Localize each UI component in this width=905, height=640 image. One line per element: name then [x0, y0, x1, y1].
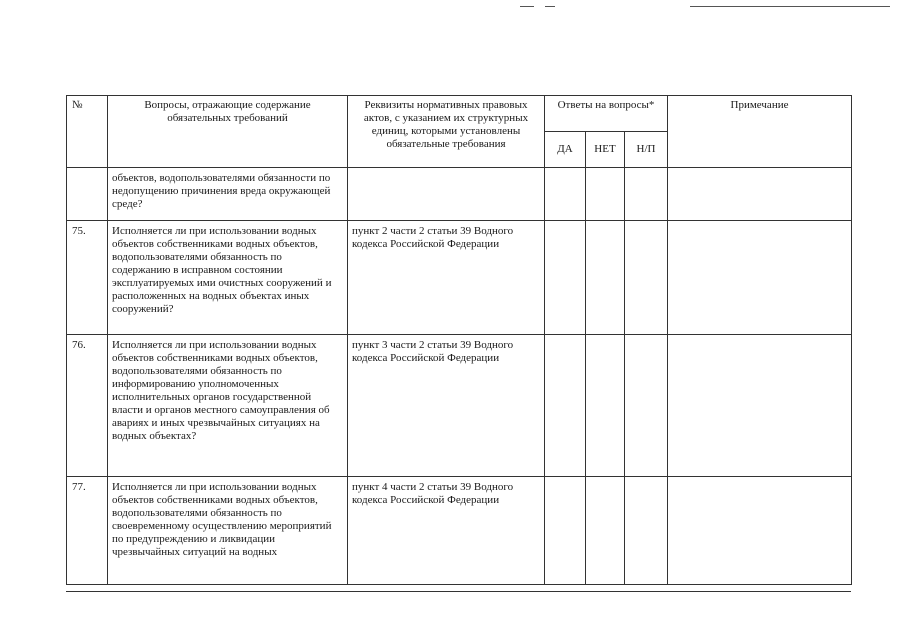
row-question: объектов, водопользователями обязанности по недопущению причинения вреда окружающей среде? [108, 168, 348, 221]
header-no: НЕТ [586, 132, 625, 168]
answer-yes-cell[interactable] [545, 168, 586, 221]
answer-no-cell[interactable] [586, 477, 625, 585]
row-question: Исполняется ли при использовании водных объектов собственниками водных объектов, водопользователями обязанность по своевременному осуществлению мероприятий по предупреждению и ликвидации чрезвычайных ситуаций на водных [108, 477, 348, 585]
header-yes: ДА [545, 132, 586, 168]
header-answers: Ответы на вопросы* [545, 96, 668, 132]
answer-na-cell[interactable] [625, 477, 668, 585]
note-cell[interactable] [668, 221, 852, 335]
answer-no-cell[interactable] [586, 168, 625, 221]
table-row [67, 221, 852, 335]
row-question: Исполняется ли при использовании водных объектов собственниками водных объектов, водопользователями обязанность по содержанию в исправном состоянии эксплуатируемых ими очистных сооружений и расположенных на водных объектах иных сооружений? [108, 221, 348, 335]
scan-mark [690, 6, 890, 7]
answer-no-cell[interactable] [586, 335, 625, 477]
row-act: пункт 2 части 2 статьи 39 Водного кодекса Российской Федерации [348, 221, 545, 335]
answer-yes-cell[interactable] [545, 335, 586, 477]
note-cell[interactable] [668, 335, 852, 477]
row-act: пункт 4 части 2 статьи 39 Водного кодекса Российской Федерации [348, 477, 545, 585]
row-act: пункт 3 части 2 статьи 39 Водного кодекса Российской Федерации [348, 335, 545, 477]
checklist-table [66, 95, 852, 585]
note-cell[interactable] [668, 477, 852, 585]
answer-yes-cell[interactable] [545, 477, 586, 585]
table-row [67, 168, 852, 221]
row-number: 76. [67, 335, 108, 477]
row-question: Исполняется ли при использовании водных объектов собственниками водных объектов, водопользователями обязанность по информированию уполномоченных исполнительных органов государственной власти и органов местного самоуправления об авариях и иных чрезвычайных ситуациях на водных объектах? [108, 335, 348, 477]
table-row [67, 335, 852, 477]
table-row [67, 477, 852, 585]
header-questions: Вопросы, отражающие содержание обязательных требований [108, 96, 348, 168]
header-na: Н/П [625, 132, 668, 168]
scan-mark [545, 6, 555, 7]
answer-na-cell[interactable] [625, 168, 668, 221]
header-note: Примечание [668, 96, 852, 168]
scan-mark [520, 6, 534, 7]
answer-yes-cell[interactable] [545, 221, 586, 335]
answer-na-cell[interactable] [625, 221, 668, 335]
note-cell[interactable] [668, 168, 852, 221]
row-act [348, 168, 545, 221]
table-bottom-border [66, 591, 851, 592]
row-number [67, 168, 108, 221]
header-number: № [67, 96, 108, 168]
row-number: 77. [67, 477, 108, 585]
row-number: 75. [67, 221, 108, 335]
answer-na-cell[interactable] [625, 335, 668, 477]
header-acts: Реквизиты нормативных правовых актов, с указанием их структурных единиц, которыми установлены обязательные требования [348, 96, 545, 168]
answer-no-cell[interactable] [586, 221, 625, 335]
